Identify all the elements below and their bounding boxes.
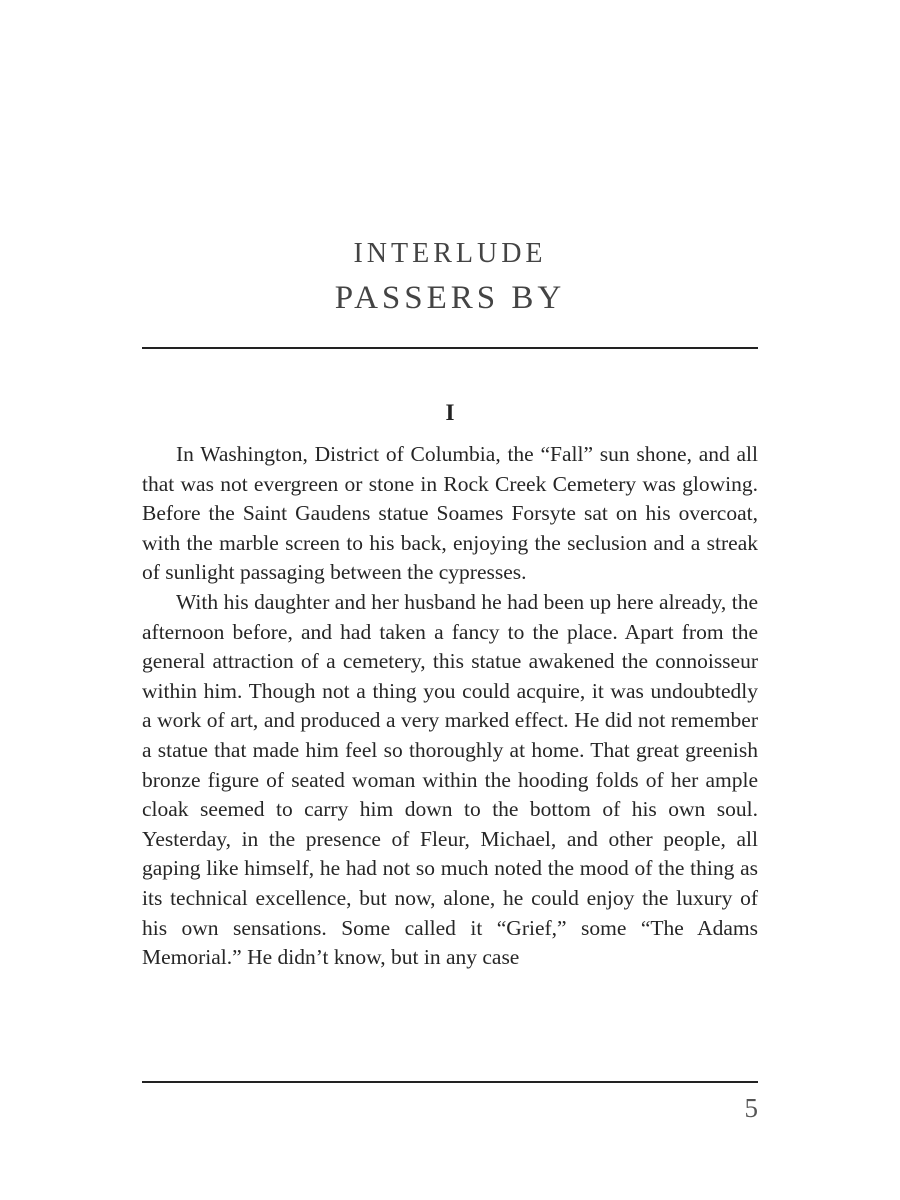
section-number: I [445,400,455,425]
paragraph: In Washington, District of Columbia, the “Fall” sun shone, and all that was not evergreen or stone in Rock Creek Cemetery was glowing. Before the Saint Gaudens statue Soames Forsyte sat on his overcoat, with the marble screen to his back, enjoying the seclusion and a streak of sunlight passaging between the cypresses. [142,442,758,585]
paragraph: With his daughter and her husband he had been up here already, the afternoon before, and had taken a fancy to the place. Apart from the general attraction of a cemetery, this statue awakened the connoisseur within him. Though not a thing you could acquire, it was undoubtedly a work of art, and produced a very marked effect. He did not remember a statue that made him feel so thoroughly at home. That great greenish bronze figure of seated woman within the hooding folds of her ample cloak seemed to carry him down to the bottom of his own soul. Yesterday, in the presence of Fleur, Michael, and other people, all gaping like himself, he had not so much noted the mood of the thing as its technical excellence, but now, alone, he could enjoy the luxury of his own sensations. Some called it “Grief,” some “The Adams Memorial.” He didn’t know, but in any case [142,589,758,970]
chapter-title: PASSERS BY [334,280,566,316]
body-text [142,440,758,973]
page-number: 5 [744,1093,758,1123]
chapter-label: INTERLUDE [353,238,547,269]
top-rule-divider [142,347,758,349]
bottom-rule-divider [142,1081,758,1083]
